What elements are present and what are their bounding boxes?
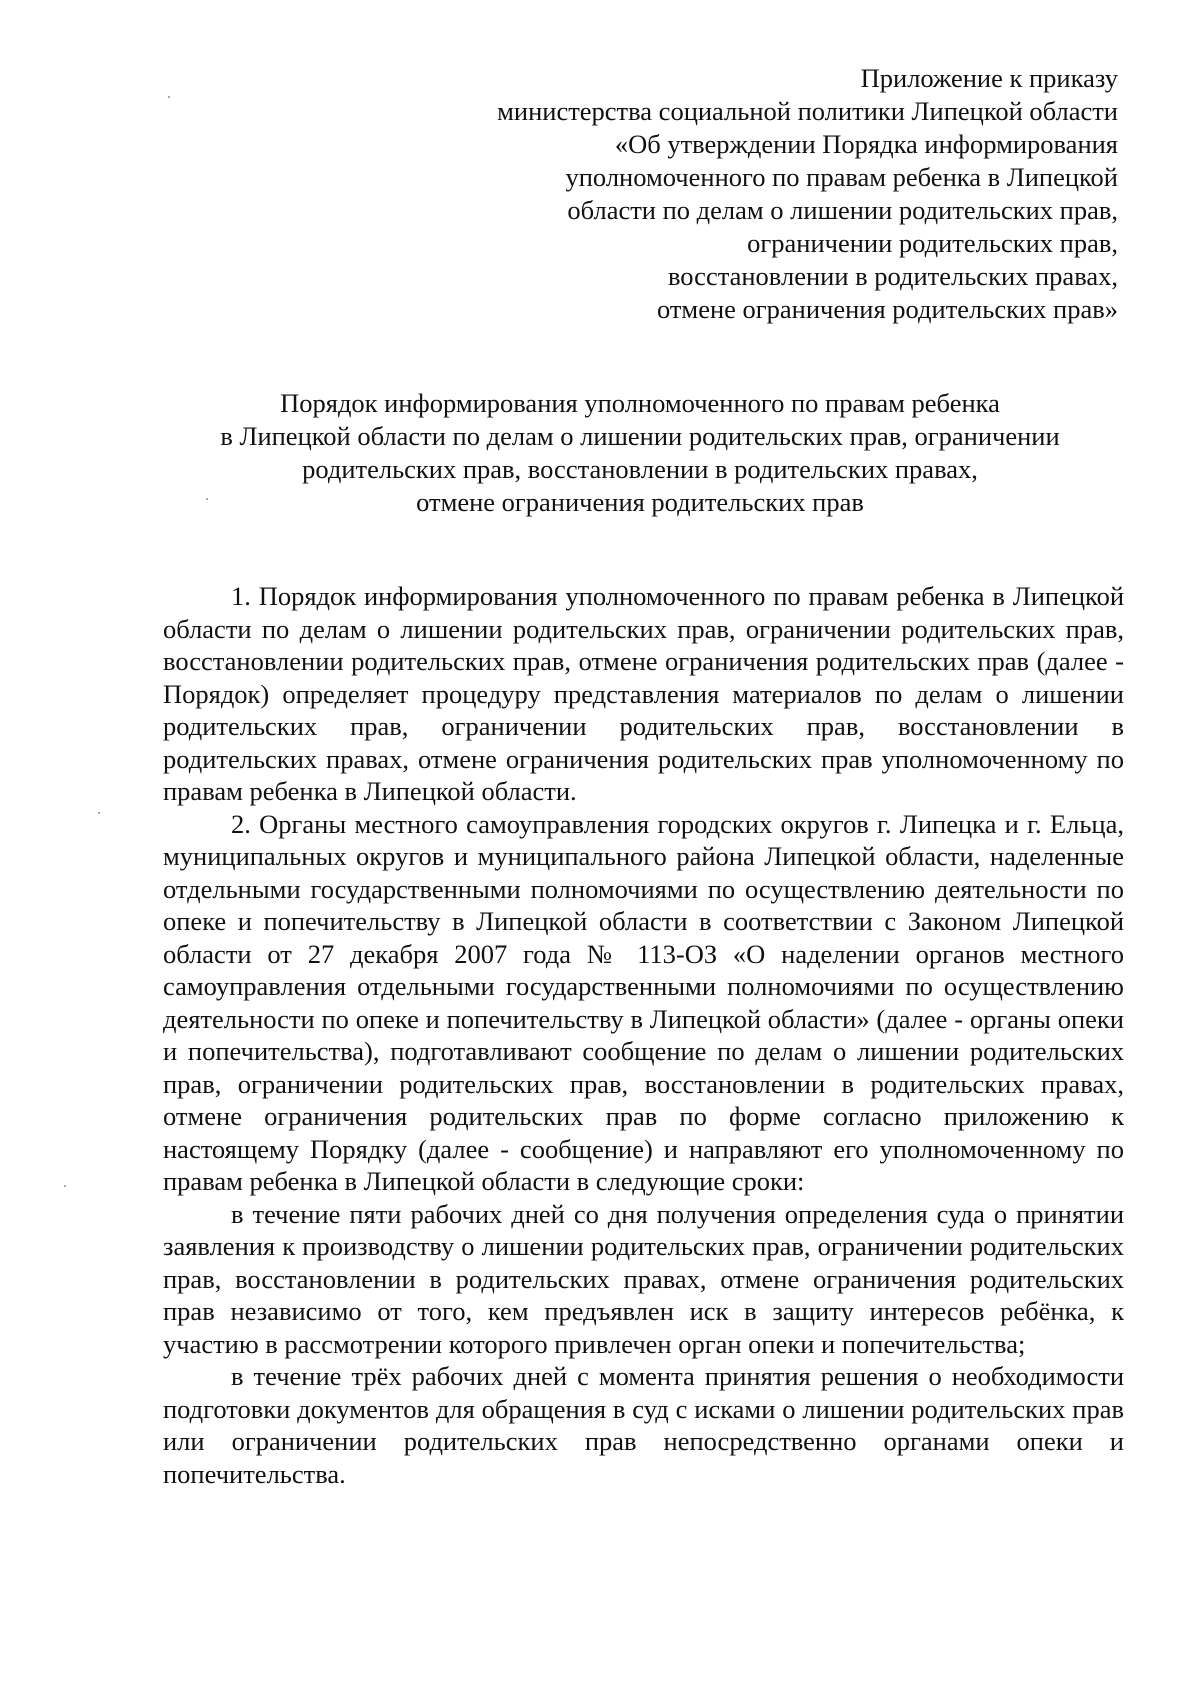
scan-speck	[168, 96, 170, 98]
title-line: в Липецкой области по делам о лишении родительских прав, ограничении	[220, 421, 1060, 451]
document-title	[160, 387, 1120, 519]
appendix-header	[358, 62, 1118, 326]
title-line: Порядок информирования уполномоченного по правам ребенка	[280, 388, 1000, 418]
appendix-line: «Об утверждении Порядка информирования	[614, 129, 1118, 159]
appendix-line: области по делам о лишении родительских прав,	[567, 195, 1118, 225]
paragraph-1: 1. Порядок информирования уполномоченного по правам ребенка в Липецкой области по делам о лишении родительских прав, ограничении родительских прав, восстановлении родительских прав, отмене ограничения родительских прав (далее - Порядок) определяет процедуру представления материалов по делам о лишении родительских прав, ограничении родительских прав, восстановлении в родительских правах, отмене ограничения родительских прав уполномоченному по правам ребенка в Липецкой области.	[163, 581, 1124, 806]
appendix-line: ограничении родительских прав,	[747, 228, 1118, 258]
document-body	[163, 580, 1124, 1490]
title-line: родительских прав, восстановлении в родительских правах,	[302, 454, 978, 484]
appendix-line: отмене ограничения родительских прав»	[656, 294, 1118, 324]
appendix-line: восстановлении в родительских правах,	[667, 261, 1118, 291]
title-line: отмене ограничения родительских прав	[416, 487, 864, 517]
appendix-line: министерства социальной политики Липецкой области	[497, 96, 1118, 126]
appendix-line: Приложение к приказу	[860, 63, 1118, 93]
paragraph-3: в течение пяти рабочих дней со дня получения определения суда о принятии заявления к производству о лишении родительских прав, ограничении родительских прав, восстановлении в родительских правах, отмене ограничения родительских прав независимо от того, кем предъявлен иск в защиту интересов ребёнка, к участию в рассмотрении которого привлечен орган опеки и попечительства;	[163, 1198, 1124, 1359]
scan-speck	[206, 498, 208, 500]
scan-speck	[64, 1185, 66, 1187]
scan-speck	[98, 812, 100, 814]
paragraph-2: 2. Органы местного самоуправления городских округов г. Липецка и г. Ельца, муниципальных округов и муниципального района Липецкой области, наделенные отдельными государственными полномочиями по осуществлению деятельности по опеке и попечительству в Липецкой области в соответствии с Законом Липецкой области от 27 декабря 2007 года № 113-ОЗ «О наделении органов местного самоуправления отдельными государственными полномочиями по осуществлению деятельности по опеке и попечительству в Липецкой области» (далее - органы опеки и попечительства), подготавливают сообщение по делам о лишении родительских прав, ограничении родительских прав, восстановлении в родительских правах, отмене ограничения родительских прав по форме согласно приложению к настоящему Порядку (далее - сообщение) и направляют его уполномоченному по правам ребенка в Липецкой области в следующие сроки:	[163, 808, 1124, 1196]
paragraph-4: в течение трёх рабочих дней с момента принятия решения о необходимости подготовки документов для обращения в суд с исками о лишении родительских прав или ограничении родительских прав непосредственно органами опеки и попечительства.	[163, 1361, 1124, 1489]
appendix-line: уполномоченного по правам ребенка в Липецкой	[565, 162, 1118, 192]
